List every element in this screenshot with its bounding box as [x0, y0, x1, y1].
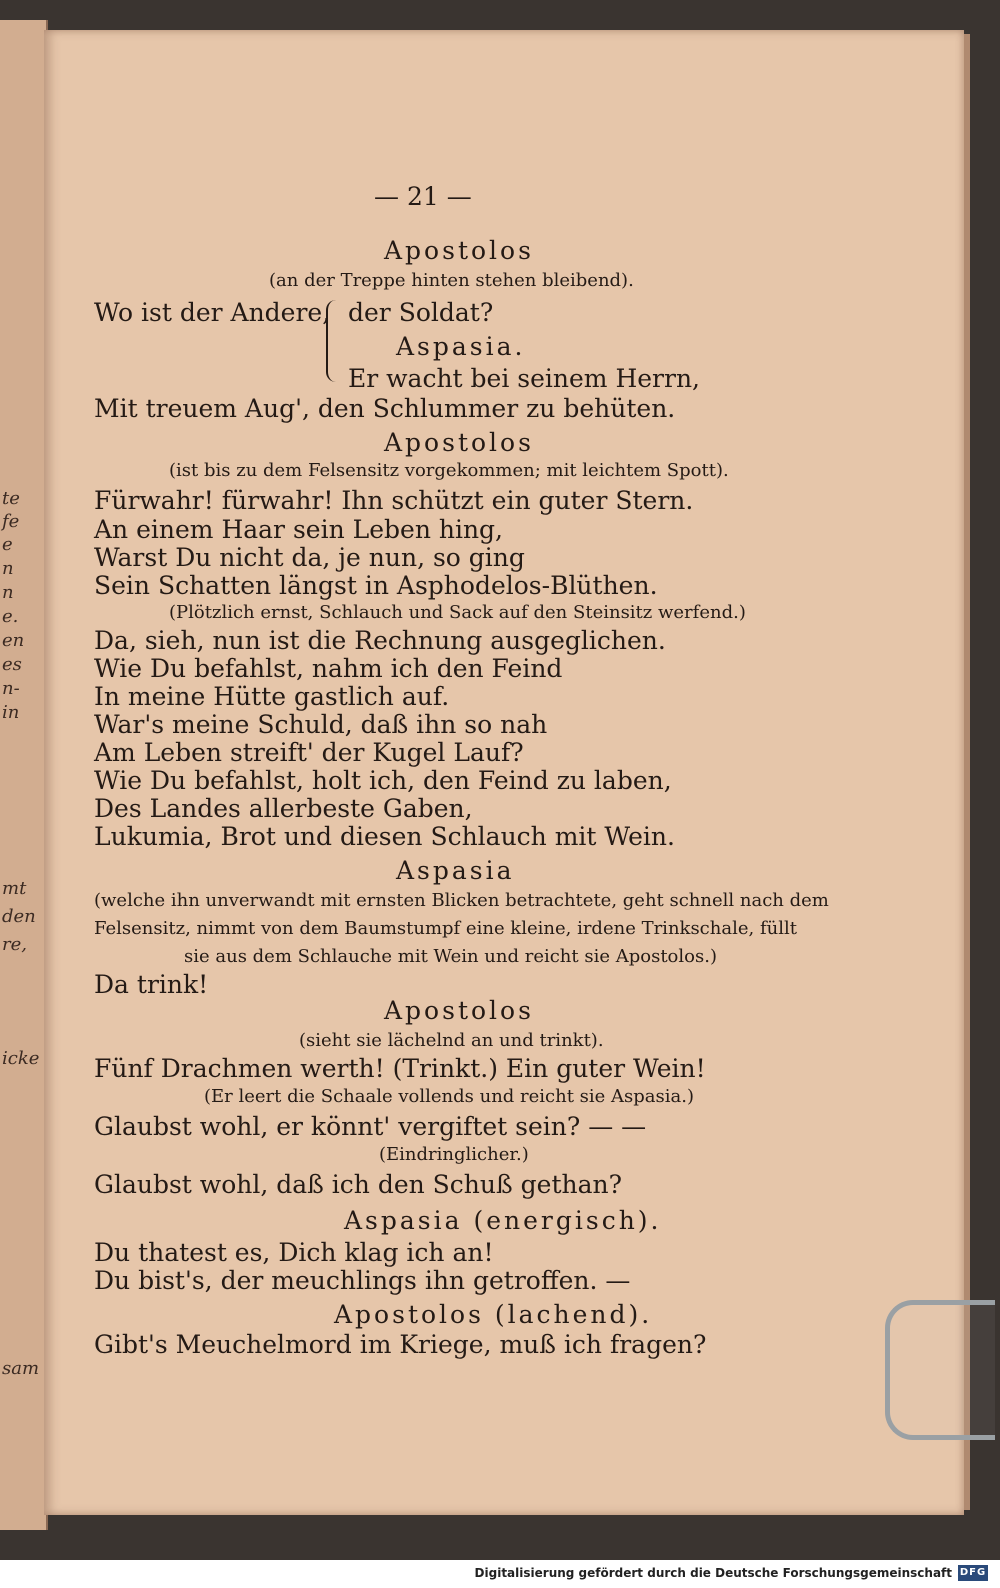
left-page-fragment: en: [2, 630, 25, 651]
left-page-fragment: fe: [2, 511, 20, 532]
verse-line: Fünf Drachmen werth! (Trinkt.) Ein guter Wein!: [94, 1054, 706, 1083]
dfg-logo-icon: DFG: [958, 1565, 988, 1581]
left-page-fragment: n-: [2, 678, 20, 699]
left-page-fragment: re,: [2, 934, 27, 955]
verse-line: Wie Du befahlst, nahm ich den Feind: [94, 654, 563, 683]
verse-line: Lukumia, Brot und diesen Schlauch mit Wein.: [94, 822, 675, 851]
book-page: [44, 30, 964, 1515]
page-number: — 21 —: [374, 182, 472, 211]
left-page-fragment: icke: [2, 1048, 40, 1069]
stage-direction: (welche ihn unverwandt mit ernsten Blicken betrachtete, geht schnell nach dem: [94, 890, 829, 911]
verse-line: War's meine Schuld, daß ihn so nah: [94, 710, 548, 739]
stage-direction: (Plötzlich ernst, Schlauch und Sack auf den Steinsitz werfend.): [169, 602, 746, 623]
left-page-fragment: n: [2, 582, 14, 603]
speaker-name: Aspasia (energisch).: [344, 1206, 662, 1235]
verse-line: Wie Du befahlst, holt ich, den Feind zu laben,: [94, 766, 672, 795]
left-page-fragment: den: [2, 906, 36, 927]
verse-line: Am Leben streift' der Kugel Lauf?: [94, 738, 524, 767]
stage-direction: (sieht sie lächelnd an und trinkt).: [299, 1030, 604, 1051]
verse-line: der Soldat?: [348, 298, 494, 327]
left-page-fragment: n: [2, 558, 14, 579]
verse-line: Sein Schatten längst in Asphodelos-Blüthen.: [94, 571, 658, 600]
verse-line: Wo ist der Andere,: [94, 298, 331, 327]
speaker-name: Aspasia: [396, 856, 515, 885]
verse-line: Du thatest es, Dich klag ich an!: [94, 1238, 494, 1267]
speaker-name: Apostolos (lachend).: [334, 1300, 653, 1329]
left-page-fragment: te: [2, 488, 20, 509]
stage-direction: (Er leert die Schaale vollends und reicht sie Aspasia.): [204, 1086, 695, 1107]
verse-line: Du bist's, der meuchlings ihn getroffen. —: [94, 1266, 631, 1295]
stage-direction: (an der Treppe hinten stehen bleibend).: [269, 270, 634, 291]
stage-direction: (Eindringlicher.): [379, 1144, 529, 1165]
speaker-name: Aspasia.: [396, 332, 526, 361]
footer-credit: Digitalisierung gefördert durch die Deutsche Forschungsgemeinschaft: [474, 1566, 952, 1580]
speaker-name: Apostolos: [384, 996, 534, 1025]
stage-direction: sie aus dem Schlauche mit Wein und reicht sie Apostolos.): [184, 946, 717, 967]
verse-line: Er wacht bei seinem Herrn,: [348, 364, 701, 393]
verse-line: In meine Hütte gastlich auf.: [94, 682, 450, 711]
verse-line: Glaubst wohl, er könnt' vergiftet sein? — —: [94, 1112, 647, 1141]
stage-direction: (ist bis zu dem Felsensitz vorgekommen; mit leichtem Spott).: [169, 460, 729, 481]
brace-mark: [326, 300, 342, 382]
verse-line: Da, sieh, nun ist die Rechnung ausgeglichen.: [94, 626, 666, 655]
verse-line: Glaubst wohl, daß ich den Schuß gethan?: [94, 1170, 623, 1199]
verse-line: Mit treuem Aug', den Schlummer zu behüten.: [94, 394, 676, 423]
speaker-name: Apostolos: [384, 428, 534, 457]
footer-bar: [0, 1560, 1000, 1588]
left-page-edge: [0, 20, 48, 1530]
speaker-name: Apostolos: [384, 236, 534, 265]
left-page-fragment: e: [2, 534, 13, 555]
verse-line: Gibt's Meuchelmord im Kriege, muß ich fragen?: [94, 1330, 707, 1359]
left-page-fragment: e.: [2, 606, 19, 627]
left-page-fragment: in: [2, 702, 20, 723]
left-page-fragment: es: [2, 654, 22, 675]
book-clamp: [885, 1300, 995, 1440]
verse-line: Des Landes allerbeste Gaben,: [94, 794, 473, 823]
stage-direction: Felsensitz, nimmt von dem Baumstumpf eine kleine, irdene Trinkschale, füllt: [94, 918, 797, 939]
verse-line: An einem Haar sein Leben hing,: [94, 515, 504, 544]
verse-line: Da trink!: [94, 970, 209, 999]
verse-line: Warst Du nicht da, je nun, so ging: [94, 543, 525, 572]
verse-line: Fürwahr! fürwahr! Ihn schützt ein guter Stern.: [94, 486, 694, 515]
left-page-fragment: mt: [2, 878, 27, 899]
left-page-fragment: sam: [2, 1358, 40, 1379]
